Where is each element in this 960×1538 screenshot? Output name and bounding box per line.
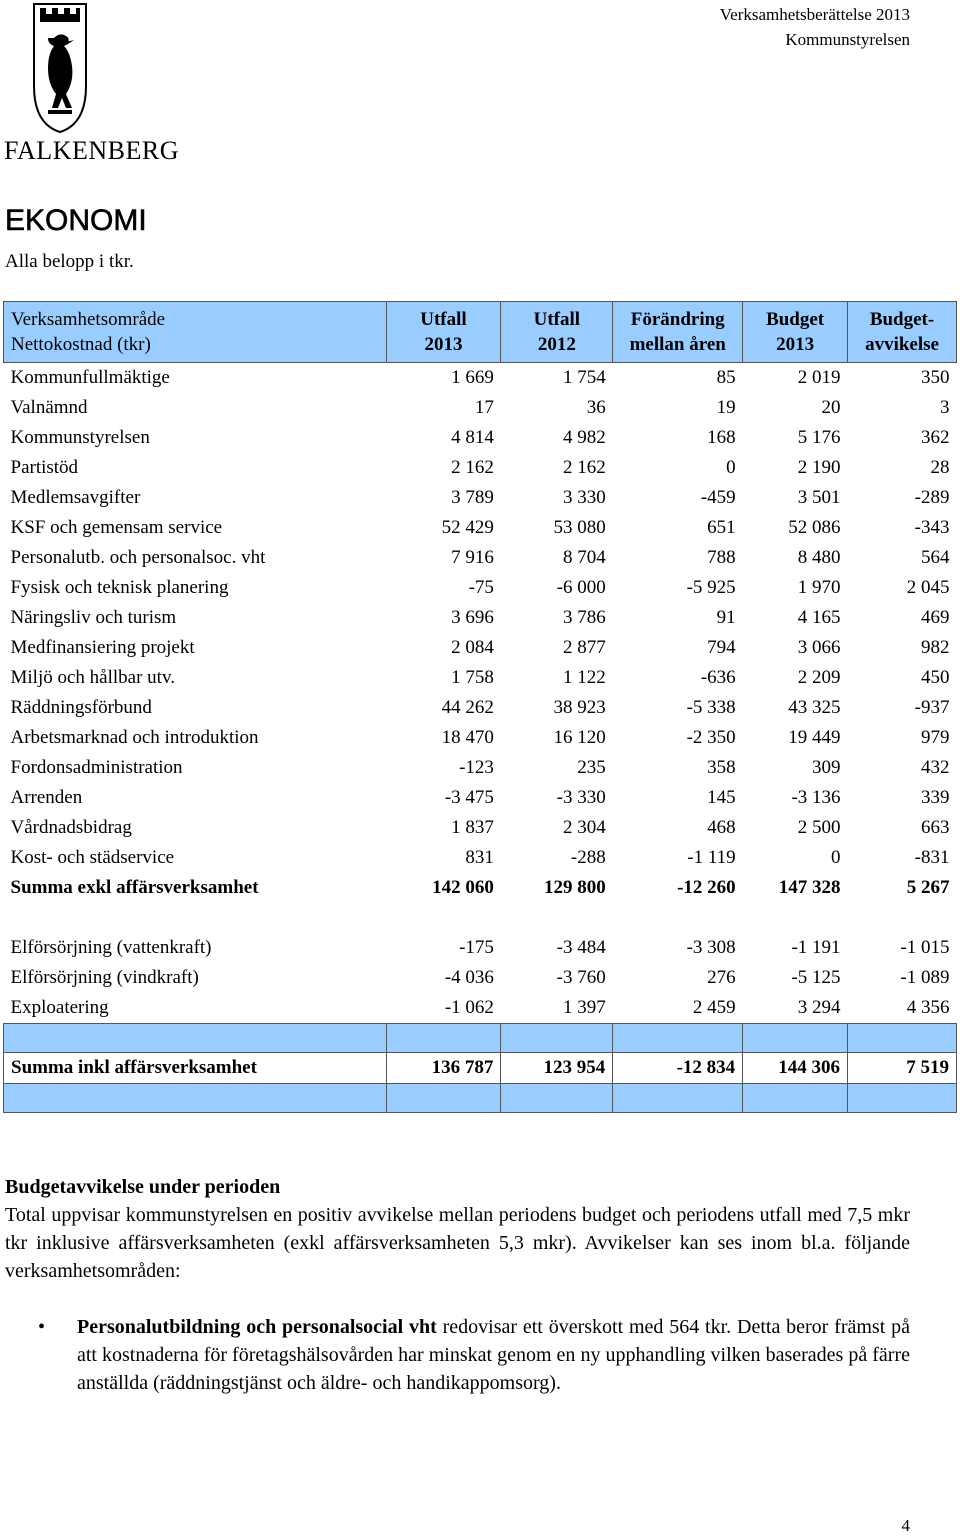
row-label: Fordonsadministration [10, 757, 183, 778]
row-value: 4 982 [563, 427, 606, 448]
row-value: -343 [914, 517, 950, 538]
row-value: 145 [707, 787, 736, 808]
row-value: -2 350 [686, 727, 736, 748]
row-value: -1 191 [791, 937, 841, 958]
sum-incl-row [4, 1053, 957, 1084]
row-value: 4 165 [797, 607, 841, 628]
header-change-line1: Förändring [630, 309, 725, 330]
row-label: Fysisk och teknisk planering [10, 577, 229, 598]
sum-incl-cell: 136 787 [386, 1053, 501, 1084]
row-value: 3 501 [797, 487, 841, 508]
row-label: Kommunstyrelsen [10, 427, 150, 448]
header-department: Kommunstyrelsen [785, 30, 910, 49]
row-value: 2 162 [563, 457, 606, 478]
row-value: 0 [831, 847, 841, 868]
budget-deviation-section [5, 1173, 910, 1285]
bullet-body-text: redovisar ett överskott med 564 tkr. Detta beror främst på att kostnaderna för företagshälsovården har minskat genom en ny upphandling vilken baserades på färre anställda (räddningstjänst och äldre- och handikappomsorg). [77, 1316, 910, 1394]
row-value: 235 [577, 757, 606, 778]
business-row [4, 933, 957, 963]
shaded-spacer-row [4, 1024, 957, 1053]
row-value: -636 [700, 667, 736, 688]
header-utfall-2012 [501, 302, 613, 363]
row-label: Exploatering [10, 997, 109, 1018]
row-value: 36 [586, 397, 606, 418]
table-row [4, 843, 957, 873]
header-budget-line1: Budget [766, 309, 825, 330]
economy-table [3, 301, 957, 1113]
row-value: -288 [570, 847, 606, 868]
row-label: Arbetsmarknad och introduktion [10, 727, 259, 748]
row-value: 2 500 [797, 817, 841, 838]
header-area [4, 302, 387, 363]
business-row [4, 963, 957, 993]
row-value: 17 [474, 397, 494, 418]
row-value: 4 356 [906, 997, 950, 1018]
table-row [4, 513, 957, 543]
section-heading: Budgetavvikelse under perioden [5, 1176, 281, 1198]
row-value: 3 [940, 397, 950, 418]
row-value: -123 [459, 757, 494, 778]
table-row [4, 693, 957, 723]
row-value: -175 [459, 937, 494, 958]
table-row [4, 783, 957, 813]
table-row [4, 423, 957, 453]
header-utfall-2013-line2: 2013 [424, 334, 463, 355]
row-label: Medlemsavgifter [10, 487, 141, 508]
business-rows [4, 933, 957, 1024]
header-area-line2: Nettokostnad (tkr) [11, 334, 151, 355]
row-value: -3 136 [791, 787, 841, 808]
row-value: 788 [707, 547, 736, 568]
table-row [4, 543, 957, 573]
row-value: -1 119 [687, 847, 736, 868]
row-value: 18 470 [441, 727, 494, 748]
row-value: 1 837 [451, 817, 494, 838]
header-utfall-2012-line1: Utfall [533, 309, 581, 330]
row-value: 358 [707, 757, 736, 778]
spacer-row [4, 903, 957, 933]
business-row [4, 993, 957, 1024]
row-label: KSF och gemensam service [10, 517, 223, 538]
row-value: 2 045 [906, 577, 950, 598]
row-value: 339 [921, 787, 950, 808]
row-value: 3 066 [797, 637, 841, 658]
table-row [4, 663, 957, 693]
table-row [4, 633, 957, 663]
sum-excl-cell: 5 267 [906, 877, 950, 898]
row-value: -6 000 [556, 577, 606, 598]
row-value: 794 [707, 637, 736, 658]
row-value: 1 669 [451, 367, 494, 388]
row-value: -5 338 [686, 697, 736, 718]
section-paragraph: Total uppvisar kommunstyrelsen en positiv avvikelse mellan periodens budget och periodens utfall med 7,5 mkr tkr inklusive affärsverksamheten (exkl affärsverksamheten 5,3 mkr). Avvikelser kan ses inom bl.a. följande verksamhetsområden: [5, 1204, 910, 1282]
table-row [4, 393, 957, 423]
bullet-icon: • [38, 1316, 46, 1338]
row-value: 309 [812, 757, 841, 778]
sum-excl-cell: 147 328 [778, 877, 841, 898]
header-utfall-2013-line1: Utfall [420, 309, 467, 330]
table-row [4, 363, 957, 394]
header-area-line1: Verksamhetsområde [11, 309, 166, 330]
sum-excl-row [4, 873, 957, 903]
bullet-bold-text: Personalutbildning och personalsocial vht [77, 1316, 437, 1338]
row-value: -937 [914, 697, 950, 718]
row-value: 982 [921, 637, 950, 658]
row-value: 2 162 [451, 457, 494, 478]
sum-excl-cell: -12 260 [677, 877, 736, 898]
sum-incl-cell: 144 306 [743, 1053, 848, 1084]
row-value: 43 325 [788, 697, 841, 718]
row-value: 651 [707, 517, 736, 538]
header-utfall-2012-line2: 2012 [537, 334, 576, 355]
row-value: 0 [726, 457, 736, 478]
row-label: Vårdnadsbidrag [10, 817, 132, 838]
row-value: 38 923 [553, 697, 606, 718]
row-value: 52 086 [788, 517, 841, 538]
row-value: 3 789 [451, 487, 494, 508]
row-value: -5 925 [686, 577, 736, 598]
page-number: 4 [901, 1516, 910, 1535]
row-value: -3 484 [556, 937, 606, 958]
row-value: -3 330 [556, 787, 606, 808]
table-row [4, 753, 957, 783]
row-value: -831 [914, 847, 950, 868]
row-value: 2 304 [563, 817, 606, 838]
logo-wordmark: FALKENBERG [4, 136, 179, 165]
row-value: 276 [707, 967, 736, 988]
row-value: 44 262 [441, 697, 494, 718]
sum-incl-cell: 7 519 [848, 1053, 957, 1084]
row-value: 91 [716, 607, 736, 628]
row-value: 663 [921, 817, 950, 838]
row-value: 20 [821, 397, 841, 418]
row-value: 2 877 [563, 637, 606, 658]
row-value: 468 [707, 817, 736, 838]
row-value: 350 [921, 367, 950, 388]
row-value: 450 [921, 667, 950, 688]
row-label: Valnämnd [10, 397, 88, 418]
row-label: Kost- och städservice [10, 847, 175, 868]
table-row [4, 723, 957, 753]
row-value: 831 [465, 847, 494, 868]
row-value: 1 754 [563, 367, 606, 388]
row-value: 2 459 [692, 997, 736, 1018]
row-label: Medfinansiering projekt [10, 637, 195, 658]
row-value: 4 814 [451, 427, 494, 448]
row-value: -3 308 [686, 937, 736, 958]
row-label: Arrenden [10, 787, 83, 808]
row-value: 7 916 [451, 547, 494, 568]
row-value: 2 190 [797, 457, 841, 478]
row-value: -1 015 [900, 937, 950, 958]
row-value: 3 330 [563, 487, 606, 508]
row-value: 16 120 [553, 727, 606, 748]
row-value: 1 970 [797, 577, 841, 598]
table-row [4, 813, 957, 843]
page-subtitle: Alla belopp i tkr. [5, 251, 134, 272]
row-value: -4 036 [444, 967, 494, 988]
row-value: 564 [921, 547, 950, 568]
row-label: Näringsliv och turism [10, 607, 177, 628]
row-value: 8 480 [797, 547, 841, 568]
row-value: 469 [921, 607, 950, 628]
table-row [4, 483, 957, 513]
row-value: 28 [930, 457, 950, 478]
row-value: 432 [921, 757, 950, 778]
header-budget-2013 [743, 302, 848, 363]
row-label: Elförsörjning (vattenkraft) [10, 937, 212, 958]
header-report-title: Verksamhetsberättelse 2013 [719, 5, 910, 24]
sum-excl-cell: 129 800 [544, 877, 606, 898]
row-value: 1 122 [563, 667, 606, 688]
header-budget-deviation [848, 302, 957, 363]
row-value: 85 [716, 367, 736, 388]
row-value: 19 449 [788, 727, 841, 748]
row-value: 2 019 [797, 367, 841, 388]
row-value: -1 062 [444, 997, 494, 1018]
row-label: Personalutb. och personalsoc. vht [10, 547, 266, 568]
header-change [613, 302, 743, 363]
header-utfall-2013 [386, 302, 501, 363]
coat-of-arms-icon [4, 2, 116, 134]
row-value: 3 786 [563, 607, 606, 628]
table-header-row [4, 302, 957, 363]
table-row [4, 573, 957, 603]
header-deviation-line1: Budget- [869, 309, 935, 330]
row-value: 5 176 [797, 427, 841, 448]
sum-incl-cell: 123 954 [501, 1053, 613, 1084]
row-value: 19 [716, 397, 736, 418]
row-label: Räddningsförbund [10, 697, 152, 718]
row-label: Elförsörjning (vindkraft) [10, 967, 199, 988]
row-value: -289 [914, 487, 950, 508]
sum-incl-cell: -12 834 [613, 1053, 743, 1084]
row-value: -75 [468, 577, 494, 598]
row-value: 979 [921, 727, 950, 748]
sum-incl-label: Summa inkl affärsverksamhet [4, 1053, 387, 1084]
row-value: -3 760 [556, 967, 606, 988]
header-deviation-line2: avvikelse [865, 334, 939, 355]
row-value: -5 125 [791, 967, 841, 988]
shaded-spacer-row [4, 1084, 957, 1113]
bullet-item [77, 1313, 910, 1397]
row-value: 52 429 [441, 517, 494, 538]
row-value: 1 758 [451, 667, 494, 688]
row-value: -3 475 [444, 787, 494, 808]
row-value: 1 397 [563, 997, 606, 1018]
row-value: -459 [700, 487, 736, 508]
row-value: 8 704 [563, 547, 606, 568]
sum-excl-cell: 142 060 [432, 877, 494, 898]
header-change-line2: mellan åren [629, 334, 726, 355]
row-label: Miljö och hållbar utv. [10, 667, 175, 688]
row-value: 2 209 [797, 667, 841, 688]
row-value: 2 084 [451, 637, 494, 658]
row-value: 53 080 [553, 517, 606, 538]
header-budget-line2: 2013 [776, 334, 815, 355]
table-row [4, 603, 957, 633]
main-rows [4, 363, 957, 874]
row-label: Partistöd [10, 457, 79, 478]
sum-excl-label: Summa exkl affärsverksamhet [10, 877, 259, 898]
row-value: 168 [707, 427, 736, 448]
row-value: 3 696 [451, 607, 494, 628]
row-label: Kommunfullmäktige [10, 367, 170, 388]
page-header [720, 2, 910, 52]
row-value: 362 [921, 427, 950, 448]
table-row [4, 453, 957, 483]
row-value: 3 294 [797, 997, 841, 1018]
page-title: EKONOMI [5, 204, 147, 237]
row-value: -1 089 [900, 967, 950, 988]
